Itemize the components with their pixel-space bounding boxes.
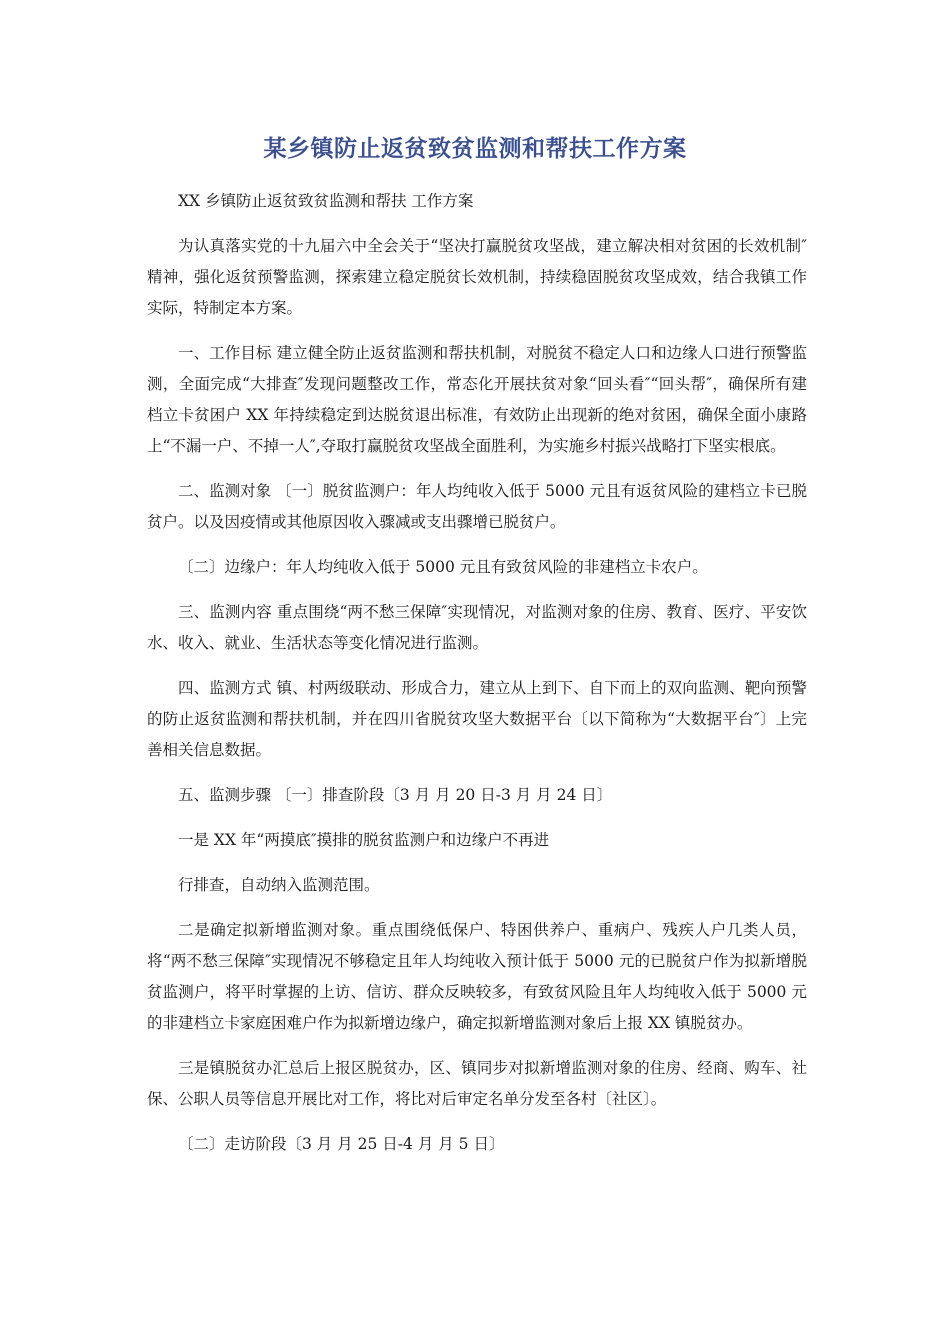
section-steps-paragraph: 五、监测步骤 〔一〕排查阶段〔3 月 月 20 日-3 月 月 24 日〕 [178,786,613,804]
section-method-paragraph: 四、监测方式 镇、村两级联动、形成合力，建立从上到下、自下而上的双向监测、靶向预警的防止返贫监测和帮扶机制，并在四川省脱贫攻坚大数据平台〔以下简称为“大数据平台″〕上完善相关信息数据。 [147,679,807,759]
subtitle-paragraph: XX 乡镇防止返贫致贫监测和帮扶 工作方案 [178,192,474,210]
document-title: 某乡镇防止返贫致贫监测和帮扶工作方案 [263,136,687,162]
section-targets-paragraph: 二、监测对象 〔一〕脱贫监测户：年人均纯收入低于 5000 元且有返贫风险的建档立卡已脱贫户。以及因疫情或其他原因收入骤减或支出骤增已脱贫户。 [147,482,807,531]
step-two-paragraph: 二是确定拟新增监测对象。重点围绕低保户、特困供养户、重病户、残疾人户几类人员，将“两不愁三保障″实现情况不够稳定且年人均纯收入预计低于 5000 元的已脱贫户作为拟新增脱贫监测户，将平时掌握的上访、信访、群众反映较多，有致贫风险且年人均纯收入低于 5000 元的非建档立卡家庭困难户作为拟新增边缘户，确定拟新增监测对象后上报 XX 镇脱贫办。 [147,921,807,1032]
section-goal-paragraph: 一、工作目标 建立健全防止返贫监测和帮扶机制，对脱贫不稳定人口和边缘人口进行预警监测，全面完成“大排查″发现问题整改工作，常态化开展扶贫对象“回头看″“回头帮″，确保所有建档立卡贫困户 XX 年持续稳定到达脱贫退出标准，有效防止出现新的绝对贫困，确保全面小康路上“不漏一户、不掉一人″,夺取打赢脱贫攻坚战全面胜利，为实施乡村振兴战略打下坚实根底。 [147,344,807,455]
edge-households-paragraph: 〔二〕边缘户：年人均纯收入低于 5000 元且有致贫风险的非建档立卡农户。 [178,558,708,576]
document-body [147,186,807,1174]
step-one-continued-paragraph: 行排查，自动纳入监测范围。 [178,876,380,894]
section-content-paragraph: 三、监测内容 重点围绕“两不愁三保障″实现情况，对监测对象的住房、教育、医疗、平安饮水、收入、就业、生活状态等变化情况进行监测。 [147,603,807,652]
step-three-paragraph: 三是镇脱贫办汇总后上报区脱贫办，区、镇同步对拟新增监测对象的住房、经商、购车、社保、公职人员等信息开展比对工作，将比对后审定名单分发至各村〔社区〕。 [147,1059,807,1108]
visit-stage-paragraph: 〔二〕走访阶段〔3 月 月 25 日-4 月 月 5 日〕 [178,1135,505,1153]
step-one-paragraph: 一是 XX 年“两摸底″摸排的脱贫监测户和边缘户不再进 [178,831,550,849]
intro-paragraph: 为认真落实党的十九届六中全会关于“坚决打赢脱贫攻坚战，建立解决相对贫困的长效机制″精神，强化返贫预警监测，探索建立稳定脱贫长效机制，持续稳固脱贫攻坚成效，结合我镇工作实际，特制定本方案。 [147,237,807,317]
